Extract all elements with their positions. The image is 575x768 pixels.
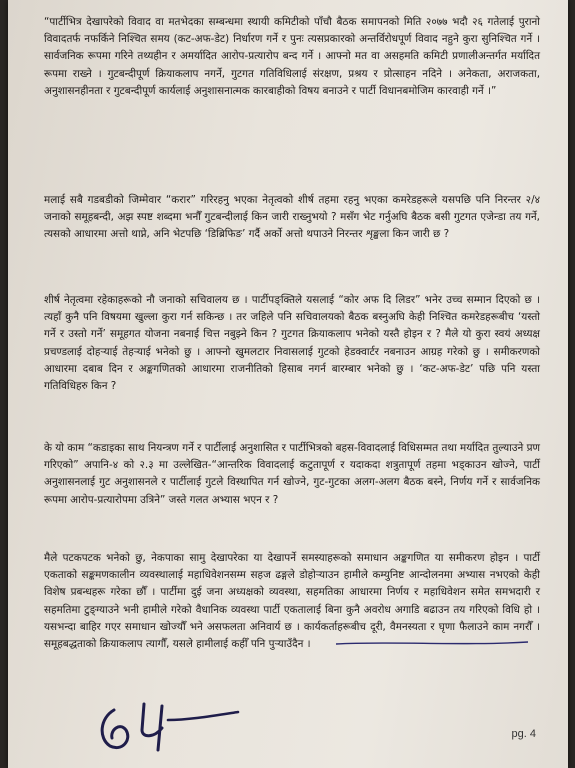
paragraph-1: “पार्टीभित्र देखापरेको विवाद वा मतभेदका सम्बन्धमा स्थायी कमिटीको पाँचौ बैठक समापनको मिति २०७७ भदौ २६ गतेलाई पुरानो विवादतर्फ नफर्किने निश्चित समय (कट-अफ-डेट) निर्धारण गर्ने र पुनः त्यसप्रकारको अन्तर्विरोधपूर्ण विवाद नहुने कुरा सुनिश्चित गर्ने । सार्वजनिक रूपमा गरिने तथ्यहीन र अमर्यादित आरोप-प्रत्यारोप बन्द गर्ने । आफ्नो मत वा असहमति कमिटी प्रणालीअन्तर्गत मर्यादित रूपमा राख्ने । गुटबन्दीपूर्ण क्रियाकलाप नगर्ने, गुटगत गतिविधिलाई संरक्षण, प्रश्रय र प्रोत्साहन नदिने । अनेकता, अराजकता, अनुशासनहीनता र गुटबन्दीपूर्ण कार्यलाई अनुशासनात्मक कारबाहीको विषय बनाउने र पार्टी विधानबमोजिम कारवाही गर्ने ।” [44,16,540,97]
paragraph-5: मैले पटकपटक भनेको छु, नेकपाका सामु देखापरेका या देखापर्ने समस्याहरूको समाधान अङ्कगणित या समीकरण होइन । पार्टी एकताको सङ्कमणकालीन व्यवस्थालाई महाधिवेशनसम्म सहज ढङ्गले डोहोऱ्याउन हामीले कम्युनिष्ट आन्दोलनमा अभ्यास नभएको केही विशेष प्रबन्धहरू गरेका छौँ । पार्टीमा दुई जना अध्यक्षको व्यवस्था, सहमतिका आधारमा निर्णय र महाधिवेशन समेत समभदारी र सहमतिमा टुङ्ग्याउने भनी हामीले गरेको वैधानिक व्यवस्था पार्टी एकतालाई बिना कुनै अवरोध अगाडि बढाउन तय गरिएको विधि हो । यसभन्दा बाहिर गएर समाधान खोज्यौँ भने असफलता अनिवार्य छ । कार्यकर्ताहरूबीच दूरी, वैमनस्यता र घृणा फैलाउने काम नगरौँ । समूहबद्धताको क्रियाकलाप त्यागौँ, यसले हामीलाई कहीँ पनि पुऱ्याउँदैन । [44,552,540,651]
pen-underline [334,638,530,648]
page-number: pg. 4 [511,728,536,740]
paragraph-2: मलाई सबै गडबडीको जिम्मेवार “करार” गरिरहनु भएका नेतृत्वको शीर्ष तहमा रहनु भएका कमरेडहरूले यसपछि पनि निरन्तर २/४ जनाको समूहबन्दी, अझ स्पष्ट शब्दमा भनौँ गुटबन्दीलाई किन जारी राख्नुभयो ? मसँग भेट गर्नुअघि बैठक बसी गुटगत एजेन्डा तय गर्ने, त्यसको आधारमा अत्तो थाप्ने, अनि भेटपछि ‘डिब्रिफिङ’ गर्दै अर्को अत्तो थपाउने निरन्तर शृङ्खला किन जारी छ ? [44,194,540,241]
handwritten-signature [92,690,242,760]
document-page [8,0,568,768]
paragraph-3: शीर्ष नेतृत्वमा रहेकाहरूको नौ जनाको सचिवालय छ । पार्टीपङ्क्तिले यसलाई “कोर अफ दि लिडर” भनेर उच्च सम्मान दिएको छ । त्यहाँ कुनै पनि विषयमा खुल्ला कुरा गर्न सकिन्छ । तर जहिले पनि सचिवालयको बैठक बस्नुअघि केही निश्चित कमरेडहरूबीच ‘यस्तो गर्ने र उस्तो गर्ने’ समूहगत योजना नबनाई चित्त नबुझ्ने किन ? गुटगत क्रियाकलाप भनेको यस्तै होइन र ? मैले यो कुरा स्वयं अध्यक्ष प्रचण्डलाई दोहऱ्याई तेहऱ्याई भनेको छु । आफ्नो खुमलटार निवासलाई गुटको हेडक्वार्टर नबनाउन आग्रह गरेको छु । समीकरणको आधारमा दबाब दिन र अङ्कगणितको आधारमा राजनीतिको हिसाब नगर्न बारम्बार भनेको छु । ‘कट-अफ-डेट’ पछि पनि यस्ता गतिविधिहरु किन ? [44,294,540,393]
paragraph-4: के यो काम “कडाइका साथ नियन्त्रण गर्ने र पार्टीलाई अनुशासित र पार्टीभित्रको बहस-विवादलाई विधिसम्मत तथा मर्यादित तुल्याउने प्रण गरिएको” अपानि-४ को २.३ मा उल्लेखित-“आन्तरिक विवादलाई कटुतापूर्ण र यदाकदा शत्रुतापूर्ण तहमा भड्काउन खोज्ने, पार्टी अनुशासनलाई गुट अनुशासनले र पार्टीलाई गुटले विस्थापित गर्न खोज्ने, गुट-गुटका अलग-अलग बैठक बस्ने, निर्णय गर्ने र सार्वजनिक रूपमा आरोप-प्रत्यारोपमा उत्रिने” जस्ते गलत अभ्यास भएन र ? [44,442,540,506]
